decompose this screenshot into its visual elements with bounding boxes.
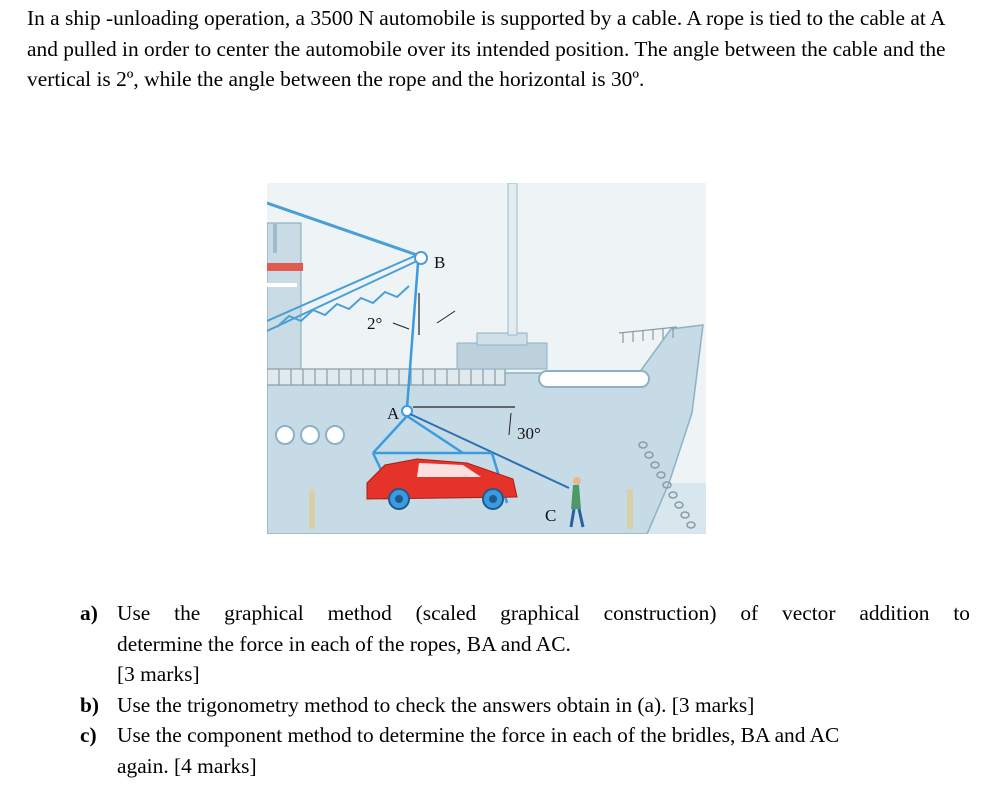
- question-marks: [3 marks]: [117, 662, 200, 686]
- label-angle-cable: 2°: [367, 314, 383, 333]
- porthole: [301, 426, 319, 444]
- question-letter: a): [80, 601, 98, 625]
- label-angle-rope: 30°: [517, 424, 541, 443]
- hull-window: [539, 371, 649, 387]
- ship-unloading-illustration: [267, 183, 706, 534]
- porthole: [326, 426, 344, 444]
- bollard: [309, 489, 315, 529]
- question-letter: c): [80, 723, 97, 747]
- ship-superstructure: [457, 343, 547, 369]
- question-text: Use the graphical method (scaled graphical construction) of vector addition to: [117, 601, 970, 625]
- label-c: C: [545, 506, 557, 525]
- question-text-continued: determine the force in each of the ropes, BA and AC.: [117, 631, 571, 656]
- porthole: [276, 426, 294, 444]
- question-text-continued: again. [4 marks]: [117, 753, 257, 778]
- ship-unloading-figure: [267, 183, 706, 534]
- deck-railing: [267, 369, 505, 385]
- question-a: [80, 598, 970, 690]
- ship-mast: [508, 183, 517, 335]
- pulley-b: [415, 252, 427, 264]
- question-c: [80, 720, 970, 781]
- question-b: [80, 690, 970, 721]
- crane-tower: [267, 223, 303, 373]
- bollard: [627, 489, 633, 529]
- question-text: Use the trigonometry method to check the answers obtain in (a). [3 marks]: [117, 692, 755, 717]
- question-list: [80, 598, 970, 781]
- question-letter: b): [80, 692, 100, 717]
- label-a: A: [387, 404, 400, 423]
- question-text: Use the component method to determine the force in each of the bridles, BA and AC: [117, 723, 840, 747]
- problem-statement: In a ship -unloading operation, a 3500 N automobile is supported by a cable. A rope is tied to the cable at A and pulled in order to center the automobile over its intended position. The angle between the cable and the vertical is 2º, while the angle between the rope and the horizontal is 30º.: [27, 6, 946, 91]
- label-b: B: [434, 253, 446, 272]
